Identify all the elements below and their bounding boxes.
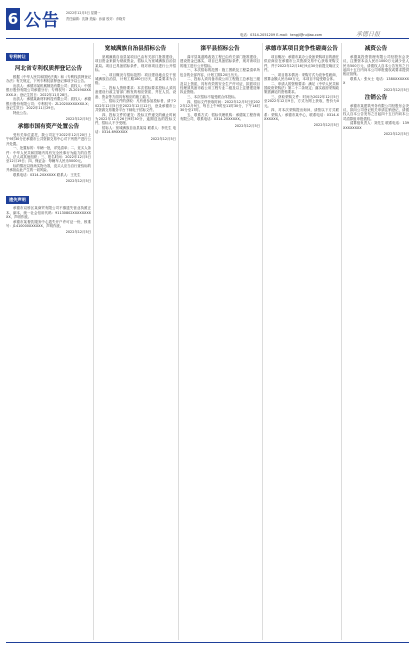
- notice-paragraph: 二、投标人须具备市政公用工程施工总承包三级及以上资质，具有有效的安全生产许可证，拟派项目经理须具备市政公用工程专业二级及以上注册建造师执业资格。: [180, 77, 260, 95]
- notice-block: [343, 95, 409, 136]
- notice-block: [6, 186, 91, 234]
- editor-line: 责任编辑：沈静 美编：孙丽 校对：乔晓芳: [66, 17, 126, 21]
- notice-block: [180, 46, 260, 128]
- notice-paragraph: 出质人：承德市某机械制造有限公司；质权人：中国银行股份有限公司承德分行；专利权号：ZL2019XXXXXXX.X；登记生效日：2022年11月28日。: [6, 83, 91, 97]
- page-header: [0, 0, 415, 40]
- notice-title: 滦平县招标公告: [200, 46, 240, 52]
- column-divider: [178, 43, 179, 640]
- notice-date: 2022年12月5日: [65, 116, 91, 121]
- notice-paragraph: 一、项目概况与招标范围：项目建设地点位于宽城满族自治县，计划工期180日历天，质量要求为合格。: [95, 72, 176, 86]
- notice-block: [6, 124, 91, 183]
- notice-paragraph: 滦平县某道路改造工程已由有关部门批准建设，建设资金已落实，项目已具备招标条件，现对该项目的施工进行公开招标。: [180, 55, 260, 68]
- notice-paragraph: 承德市某餐饮服务中心遗失开户许可证一份，核准号：J1410000XXXXXX，声明作废。: [6, 219, 91, 228]
- notice-paragraph: 清算组负责人：刘先生 联系电话：139XXXXXXXX: [343, 121, 409, 130]
- notice-date: 2022年12月5日: [234, 123, 260, 128]
- notice-block: [343, 46, 409, 92]
- contact-line: 电话：0314-2051209 E-mail：tengji@ruijiao.com: [240, 33, 322, 37]
- section-title: 公告: [24, 11, 60, 31]
- notice-body: [6, 133, 91, 177]
- notice-paragraph: 宽城满族自治县某项目已由有关部门批准建设，项目资金来源为财政资金，招标人为宽城满族自治县某局。项目已具备招标条件，现对该项目进行公开招标。: [95, 55, 176, 73]
- notice-paragraph: 承德市双桥区某商贸有限公司不慎遗失营业执照正本、副本，统一社会信用代码：91130802XXXXXXXXXX，声明作废。: [6, 206, 91, 219]
- notice-title: 承德市某项目竞争性磋商公告: [265, 46, 338, 52]
- column-divider: [93, 43, 94, 640]
- masthead-logo: 承德日报: [356, 31, 381, 38]
- notice-block: [264, 46, 339, 127]
- notice-paragraph: 四、招标文件获取时间：2022年12月5日至2022年12月9日，每日上午9时至11时30分，下午14时30分至17时。: [180, 99, 260, 113]
- notice-date: 2022年12月5日: [383, 87, 409, 92]
- notice-paragraph: 招标人：宽城满族自治县某局 联系人：李先生 电话：0314-69XXXXX: [95, 125, 176, 135]
- notice-paragraph: 二、投标人资格要求：本次招标要求投标人须具备建设行政主管部门核发的相应资质，并在人员、设备、资金等方面具有相应的施工能力。: [95, 86, 176, 99]
- notice-title: 注销公告: [364, 94, 388, 101]
- notice-body: [95, 55, 176, 135]
- notice-tag: 遗失声明: [6, 196, 29, 204]
- notice-title: 宽城满族自治县招标公告: [104, 46, 167, 52]
- notice-date: 2022年12月5日: [150, 136, 176, 141]
- column-4: [264, 43, 339, 640]
- notice-paragraph: 一、本次招标的范围：施工图纸及工程量清单所包含的全部内容，计划工期120日历天。: [180, 68, 260, 77]
- notice-paragraph: 项目概况：承德市某办公设备采购项目的潜在供应商应在承德市公共资源交易中心获取采购文件，并于2022年12月16日9点30分前提交响应文件。: [264, 55, 339, 73]
- notice-date: 2022年12月5日: [65, 230, 91, 235]
- page-number: 6: [7, 10, 19, 28]
- footer-rule: [6, 642, 409, 643]
- notice-date: 2022年12月5日: [65, 179, 91, 184]
- notice-body: [6, 75, 91, 115]
- notice-title: 承德市国有资产处置公告: [17, 123, 80, 130]
- column-divider: [262, 43, 263, 640]
- notice-paragraph: 承德某投资管理有限公司经股东会决议，注册资本由人民币1000万元减少至人民币500万元，请债权人自本公告发布之日起四十五日内向本公司申报债权或要求提供相应担保。: [343, 55, 409, 77]
- notice-title: 减资公告: [364, 46, 388, 52]
- date-line: 2022年12月5日 星期一: [66, 11, 101, 15]
- notice-paragraph: 三、招标文件的获取：凡有意参加投标者，请于2022年12月5日至2022年12月12日，登录承德市公共资源交易服务平台下载电子招标文件。: [95, 99, 176, 113]
- column-1: [6, 43, 91, 640]
- notice-paragraph: 出质人：承德某新材料科技有限公司；质权人：承德银行股份有限公司；专利权号：ZL2020XXXXXXX.X；登记生效日：2022年11月29日。: [6, 97, 91, 110]
- notice-body: [180, 55, 260, 122]
- notice-paragraph: 标的情况以现场实物为准，竞买人应当自行查验标的并承担由此产生的一切风险。: [6, 163, 91, 173]
- notice-paragraph: 联系人：张女士 电话：138XXXXXXXX: [343, 77, 409, 86]
- column-2: [95, 43, 176, 640]
- column-5: [343, 43, 409, 640]
- notice-paragraph: 二、申请人的资格要求：满足《中华人民共和国政府采购法》第二十二条规定；落实政府采购政策需满足的资格要求。: [264, 81, 339, 95]
- notice-tag: 专利转让: [6, 53, 29, 61]
- notice-block: [95, 46, 176, 141]
- notice-paragraph: 特此公告。: [13, 110, 30, 115]
- notice-paragraph: 三、获取采购文件：时间为2022年12月5日至2022年12月9日，方式为网上获取，售价为0元。: [264, 94, 339, 108]
- notice-date: 2022年12月5日: [383, 132, 409, 137]
- notice-paragraph: 一、项目基本情况：采购方式为竞争性磋商，预算金额人民币XX万元，本项目不接受联合体。: [264, 72, 339, 82]
- notice-paragraph: 四、投标文件的递交：投标文件递交的截止时间为2022年12月26日9时30分，逾期送达的投标文件，招标人不予受理。: [95, 112, 176, 126]
- notice-date: 2022年12月5日: [313, 123, 339, 128]
- notice-paragraph: 受有关单位委托，我公司定于2022年12月20日上午9时30分在承德市公共资源交易中心对下列资产进行公开处置。: [6, 132, 91, 146]
- notice-body: [343, 104, 409, 130]
- notice-paragraph: 一、处置标的：车辆一批，详见清单；二、竞买人条件：中华人民共和国境内具有完全民事行为能力的自然人、法人或其他组织；三、报名时间：2022年12月5日至12月19日；四、保证金：每辆车人民币5000元。: [6, 146, 91, 164]
- notice-paragraph: 四、对本次采购提出询问，请按以下方式联系：采购人：承德市某中心，联系电话：0314-XXXXXXX。: [264, 108, 339, 121]
- column-3: [180, 43, 260, 640]
- notice-paragraph: 五、联系方式：招标代理机构：承德某工程咨询有限公司，联系电话：0314-20XXXXX。: [180, 112, 260, 122]
- notice-paragraph: 三、本次招标不接受联合体投标。: [187, 94, 238, 99]
- notice-paragraph: 承德市某建筑劳务有限公司经股东会决议，拟向公司登记机关申请注销登记，请债权人自本公告发布之日起四十五日内向本公司清算组申报债权。: [343, 103, 409, 121]
- header-rule: [6, 38, 409, 39]
- notice-paragraph: 根据《中华人民共和国民法典》和《专利权质押登记办法》有关规定，下列专利权质押登记事项予以公告。: [6, 75, 91, 84]
- notice-title: 河北省专利权质押登记公告: [14, 66, 83, 72]
- notice-body: [343, 55, 409, 86]
- notice-paragraph: 联系电话：0314-20XXXXX 联系人：王先生: [13, 172, 81, 177]
- column-divider: [341, 43, 342, 640]
- notice-block: [6, 43, 91, 121]
- notice-body: [6, 206, 91, 228]
- notice-body: [264, 55, 339, 121]
